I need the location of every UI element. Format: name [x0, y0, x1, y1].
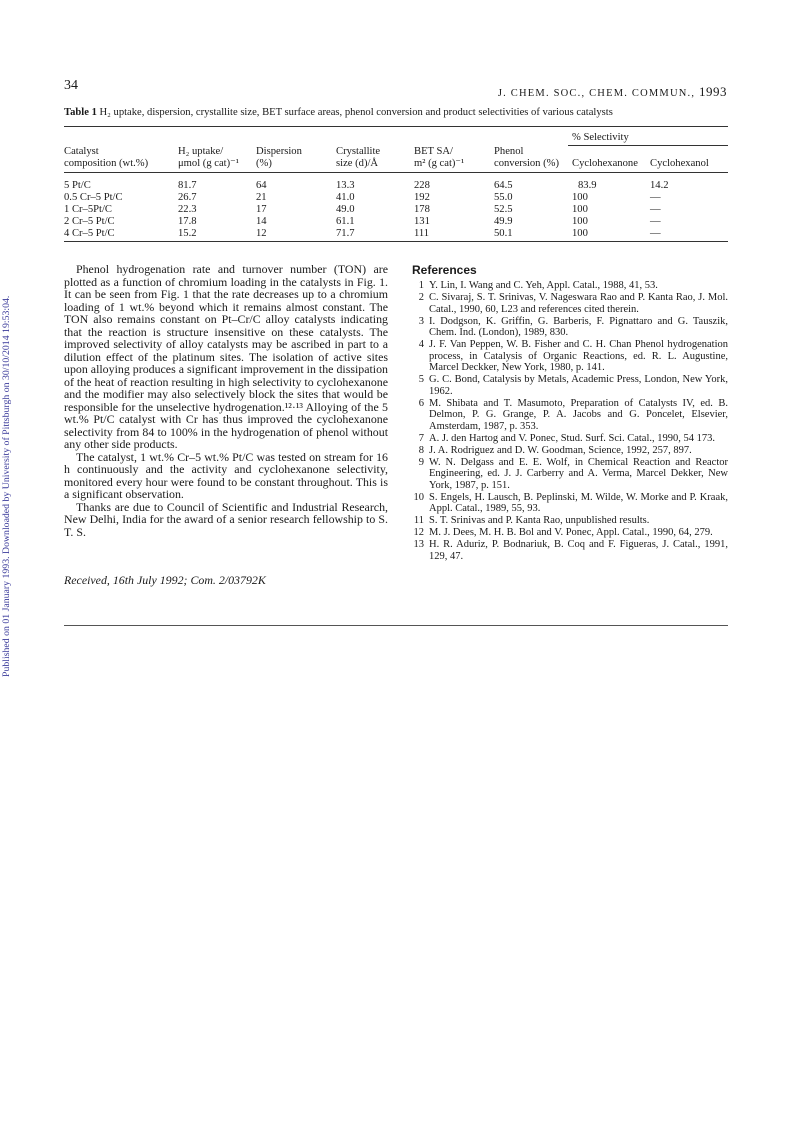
reference-item: 13 H. R. Aduriz, P. Bodnariuk, B. Coq and F. Figueras, J. Catal., 1991, 129, 47.: [413, 539, 728, 562]
table-caption-text: H₂ uptake, dispersion, crystallite size, BET surface areas, phenol conversion and product selectivities of various catalysts: [96, 107, 613, 118]
reference-item: 2 C. Sivaraj, S. T. Srinivas, V. Nageswara Rao and P. Kanta Rao, J. Mol. Catal., 1990, 60, L23 and references cited therein.: [418, 292, 728, 315]
col-header-phenol-conversion: Phenol conversion (%): [494, 146, 560, 169]
received-line: Received, 16th July 1992; Com. 2/03792K: [64, 573, 266, 587]
references-heading: References: [412, 263, 477, 277]
table-top-rule: [64, 126, 728, 127]
reference-item: 6 M. Shibata and T. Masumoto, Preparation of Catalysts IV, ed. B. Delmon, P. G. Grange, P. A. Jacobs and G. Poncelet, Elsevier, Amsterdam, 1987, p. 353.: [418, 397, 728, 432]
table-row: 1 Cr–5Pt/C 22.3 17 49.0 178 52.5 100 —: [64, 204, 661, 215]
body-paragraph: Thanks are due to Council of Scientific and Industrial Research, New Delhi, India for the award of a senior research fellowship to S. T. S.: [64, 499, 388, 539]
page-number: 34: [64, 78, 78, 93]
table-row: 0.5 Cr–5 Pt/C 26.7 21 41.0 192 55.0 100 —: [64, 192, 661, 203]
col-header-cyclohexanol: Cyclohexanol: [650, 158, 709, 169]
col-header-catalyst: Catalyst composition (wt.%): [64, 146, 149, 169]
col-header-h2-uptake: H₂ uptake/ μmol (g cat)⁻¹: [178, 146, 239, 169]
reference-item: 1 Y. Lin, I. Wang and C. Yeh, Appl. Catal., 1988, 41, 53.: [418, 280, 658, 291]
table-bottom-rule: [64, 241, 728, 242]
reference-item: 7 A. J. den Hartog and V. Ponec, Stud. Surf. Sci. Catal., 1990, 54 173.: [418, 432, 716, 444]
table-caption: [64, 107, 613, 118]
reference-item: 3 I. Dodgson, K. Griffin, G. Barberis, F. Pignattaro and G. Tauszik, Chem. Ind. (London), 1989, 830.: [418, 315, 728, 338]
download-notice-text: Published on 01 January 1993. Downloaded by University of Pittsburgh on 30/10/2014 19:53:04.: [1, 295, 12, 677]
running-head: [498, 84, 727, 100]
col-header-crystallite: Crystallite size (d)/Å: [336, 146, 381, 169]
table-row: 5 Pt/C 81.7 64 13.3 228 64.5 83.9 14.2: [64, 180, 669, 191]
selectivity-group-header: % Selectivity: [572, 132, 629, 143]
col-header-dispersion: Dispersion (%): [256, 146, 302, 169]
col-header-bet: BET SA/ m² (g cat)⁻¹: [414, 146, 465, 169]
col-header-cyclohexanone: Cyclohexanone: [572, 158, 638, 169]
table-label: Table 1: [64, 107, 97, 118]
reference-item: 4 J. F. Van Peppen, W. B. Fisher and C. H. Chan Phenol hydrogenation process, in Catalysis of Organic Reactions, ed. R. L. Augustine, Marcel Deckker, New York, 1980, p. 141.: [418, 339, 728, 373]
download-notice: [1, 257, 15, 677]
reference-item: 12 M. J. Dees, M. H. B. Bol and V. Ponec, Appl. Catal., 1990, 64, 279.: [413, 527, 713, 538]
journal-year: 1993: [699, 84, 727, 99]
reference-item: 10 S. Engels, H. Lausch, B. Peplinski, M. Wilde, W. Morke and P. Kraak, Appl. Catal., 1989, 55, 93.: [413, 491, 728, 514]
table-header-rule: [64, 172, 728, 173]
bottom-rule: [64, 625, 728, 626]
journal-name: J. CHEM. SOC., CHEM. COMMUN.,: [497, 88, 696, 99]
references-list: [412, 280, 728, 563]
body-paragraph: The catalyst, 1 wt.% Cr–5 wt.% Pt/C was tested on stream for 16 h continuously and the activity and cyclohexanone selectivity, monitored every hour were found to be constant throughout. This is a significant observation.: [64, 449, 388, 501]
reference-item: 5 G. C. Bond, Catalysis by Metals, Academic Press, London, New York, 1962.: [418, 374, 728, 397]
table-row: 4 Cr–5 Pt/C 15.2 12 71.7 111 50.1 100 —: [64, 228, 661, 239]
body-text: [64, 263, 388, 538]
selectivity-rule: [568, 145, 728, 146]
body-paragraph: Phenol hydrogenation rate and turnover number (TON) are plotted as a function of chromium loading in the catalysts in Fig. 1. It can be seen from Fig. 1 that the rate decreases up to a chromium loading of 1 wt.% beyond which it remains almost constant. The TON also remains constant on Pt–Cr/C alloy catalysts indicating that the reaction is structure insensitive on these catalysts. The improved selectivity of alloy catalysts may be ascribed in part to a dilution effect of the platinum sites. The isolation of active sites upon alloying produces a significant improvement in the dissipation of the heat of reaction resulting in high selectivity to cyclohexanone and the modifier may also selectively block the sites that would be responsible for the unselective hydrogenation.¹²·¹³ Alloying of the 5 wt.% Pt/C catalyst with Cr has thus improved the cyclohexanone selectivity from 84 to 100% in the hydrogenation of phenol without any other side products.: [64, 262, 388, 451]
reference-item: 8 J. A. Rodriguez and D. W. Goodman, Science, 1992, 257, 897.: [418, 444, 692, 456]
reference-item: 9 W. N. Delgass and E. E. Wolf, in Chemical Reaction and Reactor Engineering, ed. J. J. Carberry and A. Verma, Marcel Dekker, New York, 1987, p. 151.: [418, 456, 728, 491]
reference-item: 11 S. T. Srinivas and P. Kanta Rao, unpublished results.: [413, 515, 650, 526]
table-row: 2 Cr–5 Pt/C 17.8 14 61.1 131 49.9 100 —: [64, 216, 661, 227]
